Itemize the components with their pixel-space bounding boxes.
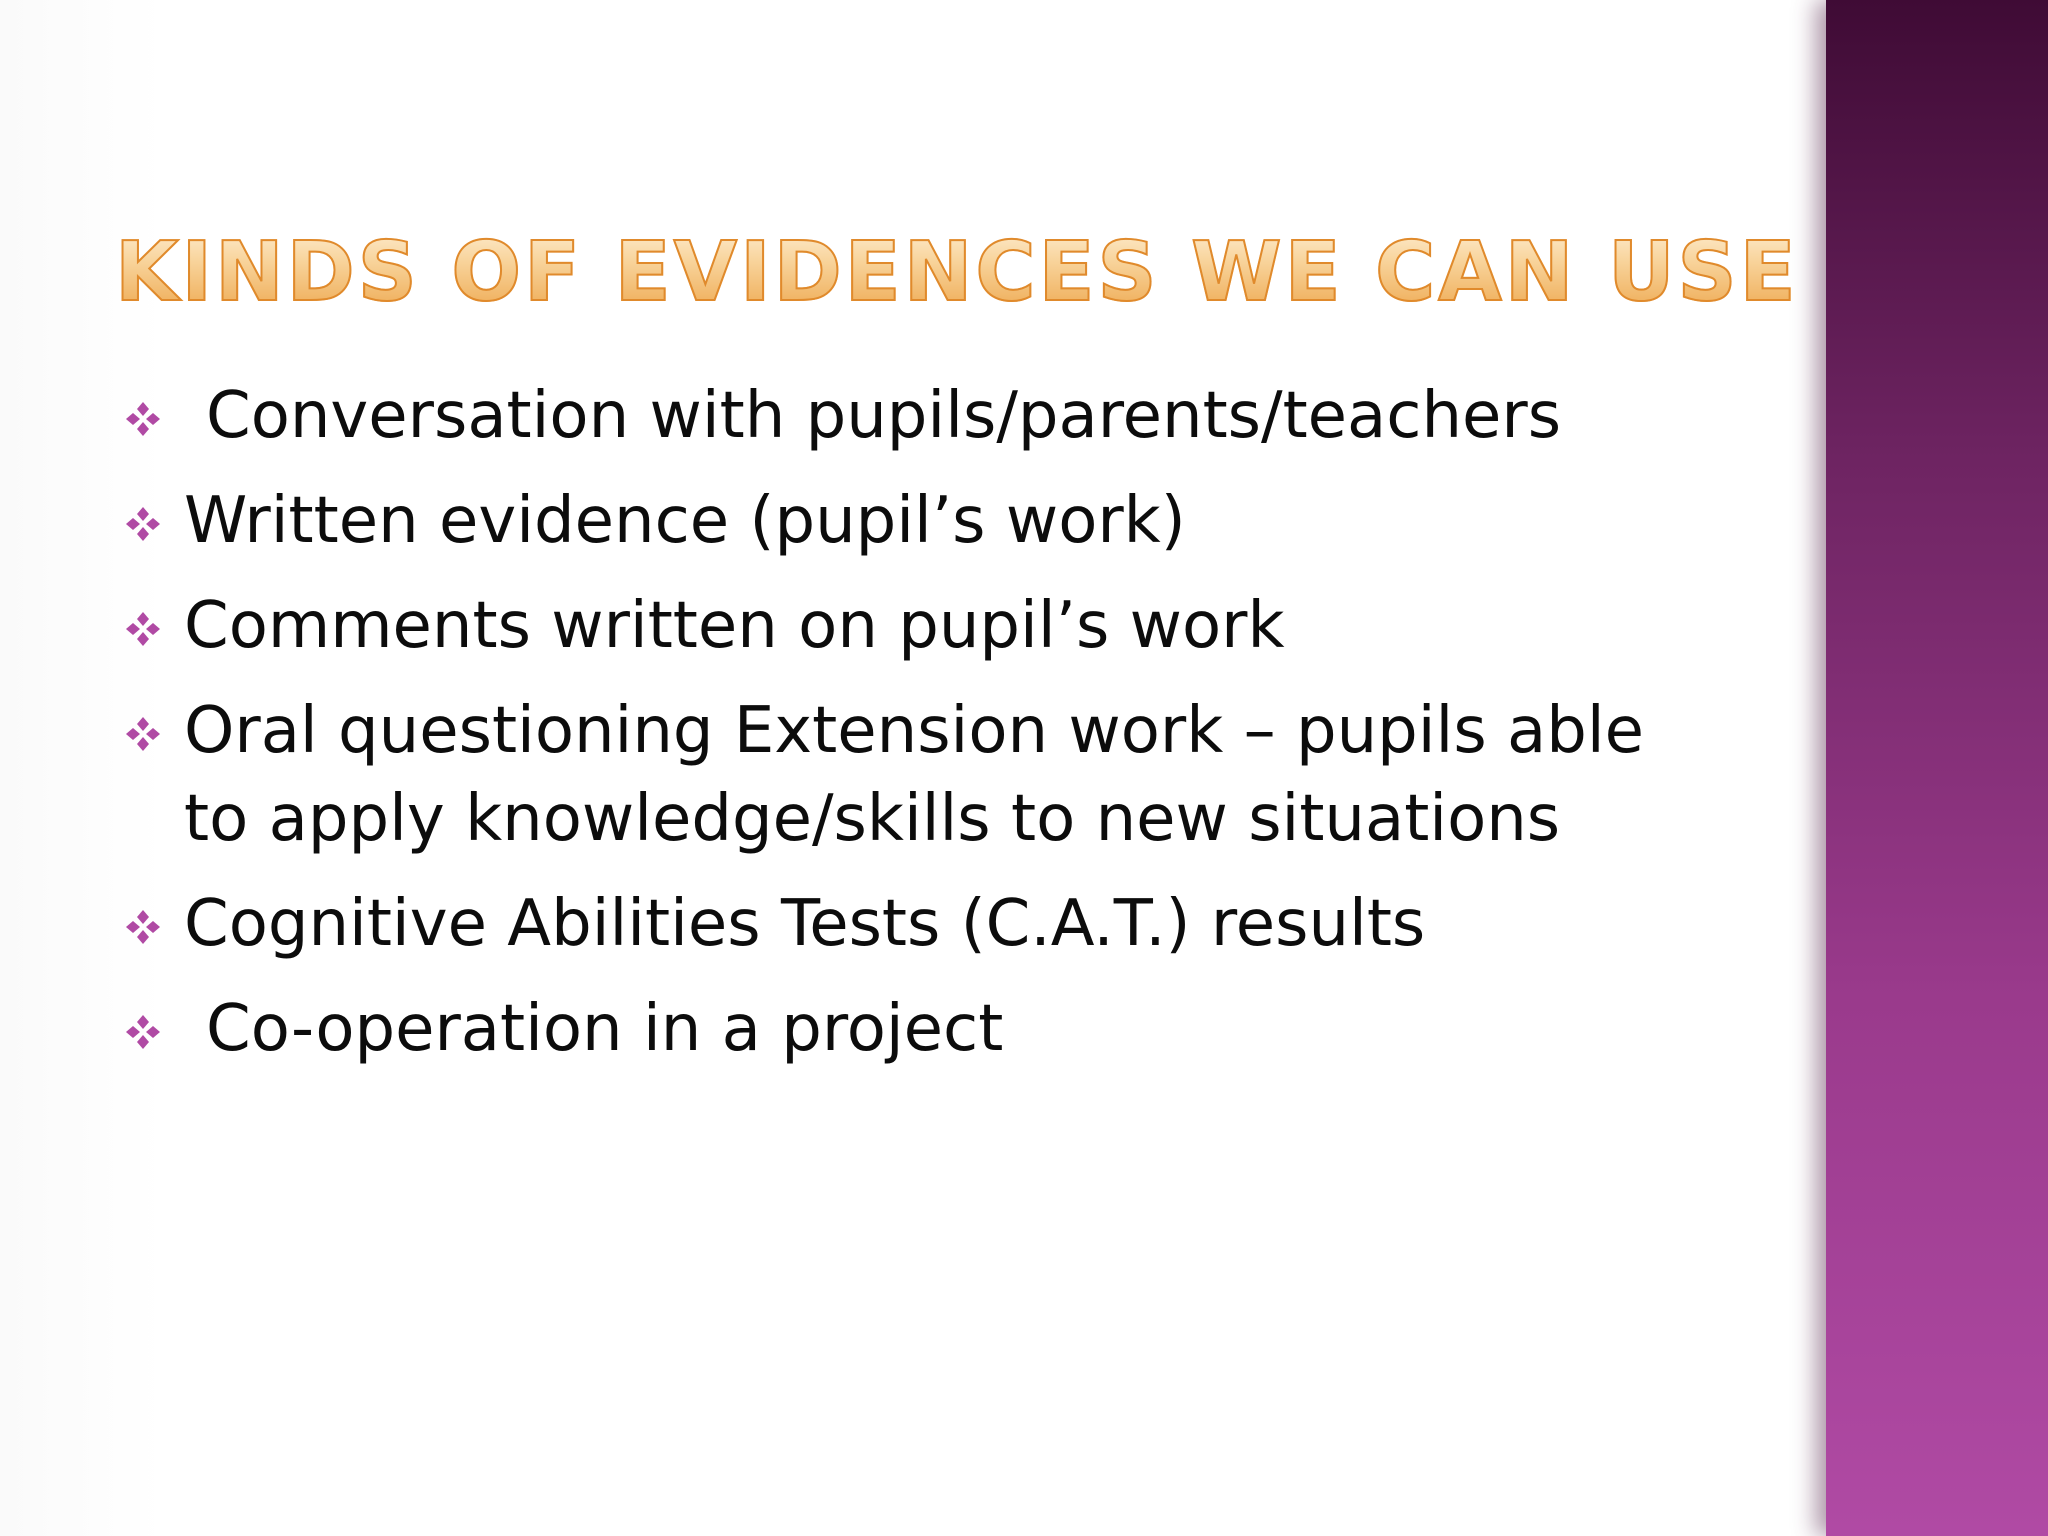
bullet-text: Conversation with pupils/parents/teachers bbox=[206, 379, 1562, 453]
list-item bbox=[124, 477, 1684, 565]
four-diamond-bullet-icon bbox=[124, 610, 162, 648]
four-diamond-bullet-icon bbox=[124, 715, 162, 753]
four-diamond-bullet-icon bbox=[124, 400, 162, 438]
bullet-list bbox=[124, 372, 1684, 1090]
list-item bbox=[124, 582, 1684, 670]
side-decoration-panel bbox=[1826, 0, 2048, 1536]
bullet-text: Written evidence (pupil’s work) bbox=[184, 484, 1186, 558]
bullet-text: Oral questioning Extension work – pupils able to apply knowledge/skills to new situations bbox=[184, 694, 1644, 856]
four-diamond-bullet-icon bbox=[124, 1013, 162, 1051]
slide-title: KINDS OF EVIDENCES WE CAN USE bbox=[115, 218, 1799, 328]
list-item bbox=[124, 880, 1684, 968]
four-diamond-bullet-icon bbox=[124, 908, 162, 946]
bullet-text: Cognitive Abilities Tests (C.A.T.) results bbox=[184, 887, 1426, 961]
bullet-text: Comments written on pupil’s work bbox=[184, 589, 1285, 663]
list-item bbox=[124, 687, 1684, 863]
bullet-text: Co-operation in a project bbox=[206, 992, 1004, 1066]
list-item bbox=[124, 985, 1684, 1073]
four-diamond-bullet-icon bbox=[124, 505, 162, 543]
list-item bbox=[124, 372, 1684, 460]
